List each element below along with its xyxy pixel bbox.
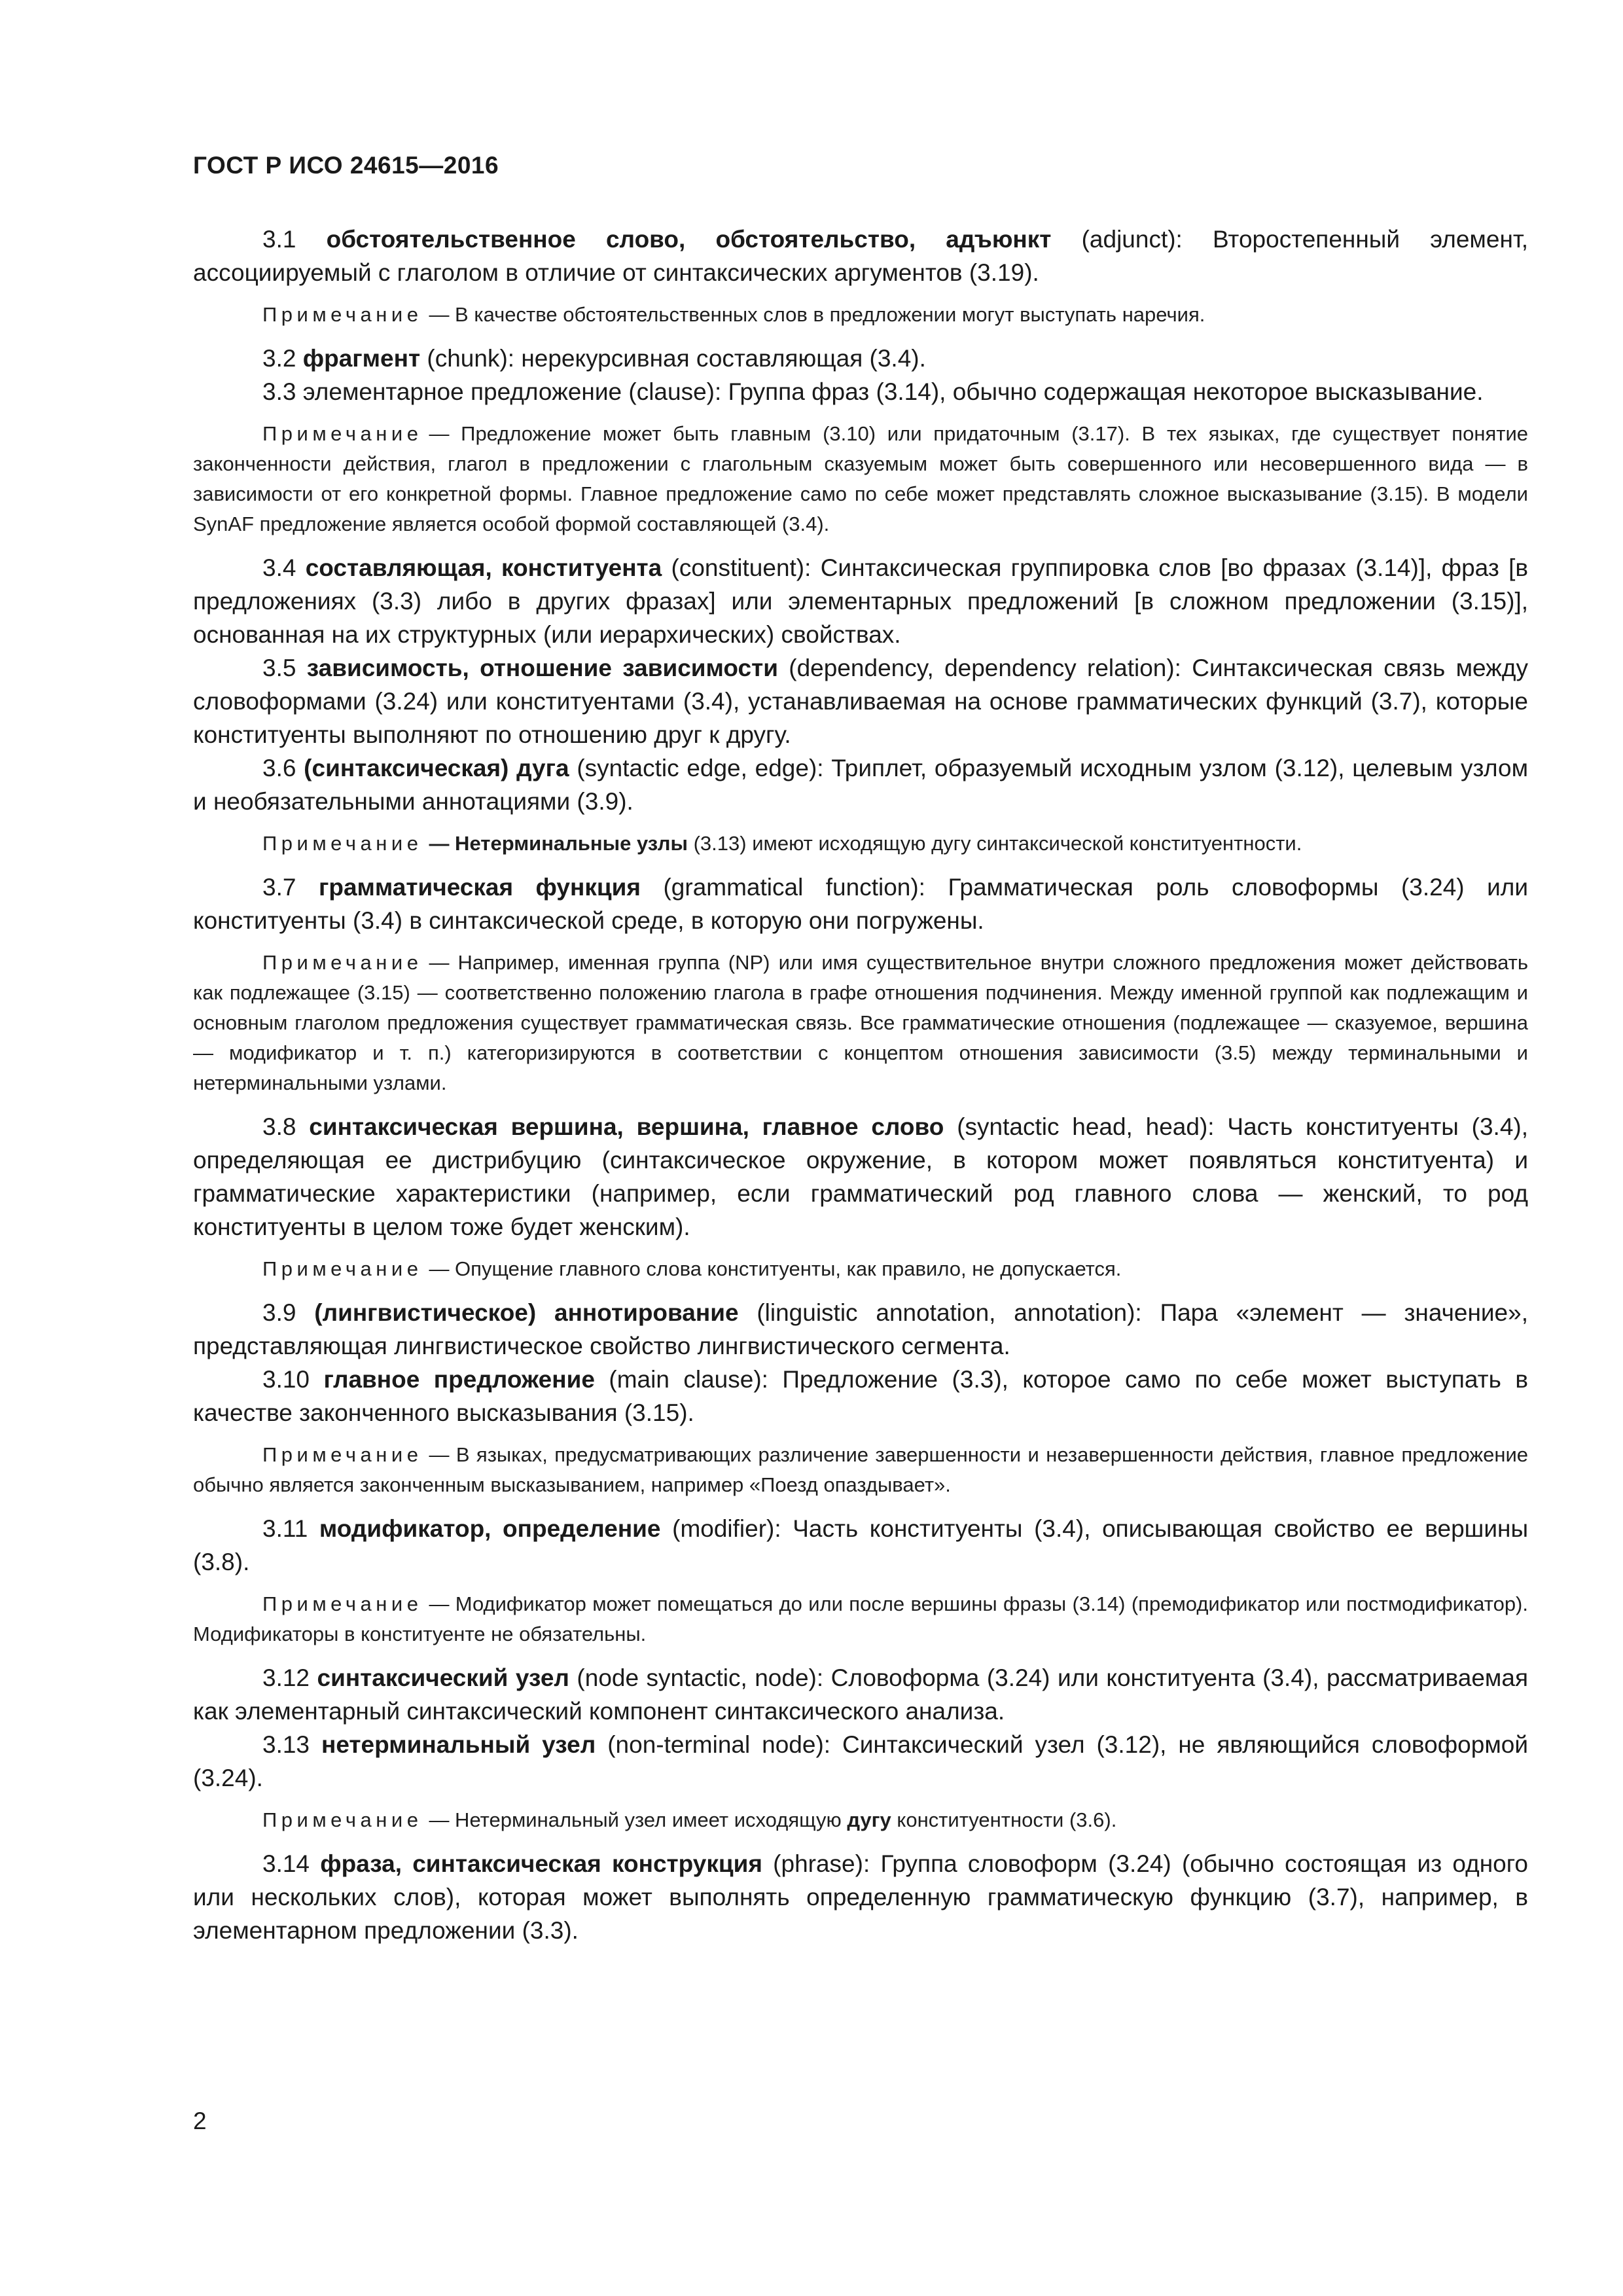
term-definition: (constituent): Синтаксическая группировка слов [во фразах (3.14)], фраз [в предложениях (3.3) либо в других фразах] или элементарных предложений [в сложном предложении (3.15)], основанная на их структурных (или иерархических) свойствах.: [193, 554, 1529, 648]
term-entry-3-12: [193, 1661, 1528, 1728]
term-title: фраза, синтаксическая конструкция: [320, 1850, 762, 1877]
note-bold-text: дугу: [847, 1808, 891, 1831]
page-number: 2: [193, 2108, 207, 2134]
note-label: Примечание: [262, 1592, 423, 1615]
note-text-tail: конституентности (3.6).: [897, 1808, 1117, 1831]
term-number: 3.14: [262, 1850, 310, 1877]
term-title: синтаксический узел: [317, 1664, 569, 1691]
term-definition: (non-terminal node): Синтаксический узел (3.12), не являющийся словоформой (3.24).: [193, 1731, 1529, 1791]
term-number: 3.2: [262, 345, 296, 372]
note-text: — Например, именная группа (NP) или имя существительное внутри сложного предложения может действовать как подлежащее (3.15) — соответственно положению глагола в графе отношения подчинения. Между именной группой как подлежащим и основным глаголом предложения существует грамматическая связь. Все грамматические отношения (подлежащее — сказуемое, вершина — модификатор и т. п.) категоризируются в соответствии с концептом отношения зависимости (3.5) между терминальными и нетерминальными узлами.: [193, 951, 1528, 1094]
note-3-3: [193, 419, 1528, 539]
term-title: фрагмент: [302, 345, 421, 372]
note-label: Примечание: [262, 832, 423, 855]
term-definition: (syntactic head, head): Часть конституенты (3.4), определяющая ее дистрибуцию (синтаксическое окружение, в котором может появляться конституента) и грамматические характеристики (например, если грамматический род главного слова — женский, то род конституенты в целом тоже будет женским).: [193, 1113, 1529, 1240]
note-label: Примечание: [262, 951, 423, 974]
term-number: 3.10: [262, 1366, 310, 1393]
note-bold-text: — Нетерминальные узлы: [429, 832, 688, 855]
document-body: [193, 223, 1528, 1947]
term-title: зависимость, отношение зависимости: [306, 655, 778, 681]
term-number: 3.3: [262, 378, 296, 405]
term-entry-3-10: [193, 1363, 1528, 1429]
term-title: обстоятельственное слово, обстоятельство, адъюнкт: [326, 226, 1052, 253]
term-entry-3-4: [193, 551, 1528, 651]
term-number: 3.4: [262, 554, 296, 581]
term-title: нетерминальный узел: [321, 1731, 596, 1758]
term-number: 3.7: [262, 874, 296, 901]
document-header: ГОСТ Р ИСО 24615—2016: [193, 152, 499, 179]
term-entry-3-13: [193, 1728, 1528, 1795]
term-entry-3-5: [193, 651, 1528, 751]
note-text: — В языках, предусматривающих различение завершенности и незавершенности действия, главное предложение обычно является законченным высказыванием, например «Поезд опаздывает».: [193, 1443, 1528, 1496]
note-3-7: [193, 948, 1528, 1098]
term-entry-3-11: [193, 1512, 1528, 1579]
note-3-6: [193, 829, 1528, 859]
term-definition: (main clause): Предложение (3.3), которое само по себе может выступать в качестве законченного высказывания (3.15).: [193, 1366, 1529, 1426]
term-title: (синтаксическая) дуга: [304, 755, 569, 781]
term-entry-3-1: [193, 223, 1528, 289]
term-number: 3.9: [262, 1299, 296, 1326]
term-entry-3-6: [193, 751, 1528, 818]
note-label: Примечание: [262, 1257, 423, 1280]
term-entry-3-9: [193, 1296, 1528, 1363]
term-title: грамматическая функция: [318, 874, 641, 901]
note-label: Примечание: [262, 1808, 423, 1831]
note-text: (3.13) имеют исходящую дугу синтаксической конституентности.: [693, 832, 1302, 855]
term-number: 3.6: [262, 755, 296, 781]
term-definition: (modifier): Часть конституенты (3.4), описывающая свойство ее вершины (3.8).: [193, 1515, 1529, 1575]
note-label: Примечание: [262, 1443, 423, 1466]
note-text: — В качестве обстоятельственных слов в предложении могут выступать наречия.: [429, 303, 1205, 326]
term-number: 3.13: [262, 1731, 310, 1758]
term-title: синтаксическая вершина, вершина, главное слово: [309, 1113, 944, 1140]
note-3-8: [193, 1254, 1528, 1284]
term-definition: (phrase): Группа словоформ (3.24) (обычно состоящая из одного или нескольких слов), которая может выполнять определенную грамматическую функцию (3.7), например, в элементарном предложении (3.3).: [193, 1850, 1528, 1944]
term-number: 3.5: [262, 655, 296, 681]
note-3-11: [193, 1589, 1528, 1649]
term-number: 3.12: [262, 1664, 310, 1691]
term-title: (лингвистическое) аннотирование: [314, 1299, 739, 1326]
note-3-13: [193, 1805, 1528, 1835]
note-text: — Модификатор может помещаться до или после вершины фразы (3.14) (премодификатор или постмодификатор). Модификаторы в конституенте не обязательны.: [193, 1592, 1528, 1645]
term-entry-3-3: [193, 375, 1528, 408]
term-entry-3-14: [193, 1847, 1528, 1947]
term-definition: (adjunct): Второстепенный элемент, ассоциируемый с глаголом в отличие от синтаксических аргументов (3.19).: [193, 226, 1529, 286]
term-definition: (dependency, dependency relation): Синтаксическая связь между словоформами (3.24) или конституентами (3.4), устанавливаемая на основе грамматических функций (3.7), которые конституенты выполняют по отношению друг к другу.: [193, 655, 1529, 748]
note-3-1: [193, 300, 1528, 330]
term-entry-3-8: [193, 1110, 1528, 1244]
term-number: 3.8: [262, 1113, 296, 1140]
term-title: составляющая, конституента: [305, 554, 662, 581]
term-title: модификатор, определение: [319, 1515, 661, 1542]
note-text: — Нетерминальный узел имеет исходящую: [429, 1808, 842, 1831]
term-entry-3-2: [193, 342, 1528, 375]
note-label: Примечание: [262, 303, 423, 326]
note-text: — Предложение может быть главным (3.10) или придаточным (3.17). В тех языках, где существует понятие законченности действия, глагол в предложении с глагольным сказуемым может быть совершенного или несовершенного вида — в зависимости от его конкретной формы. Главное предложение само по себе может представлять сложное высказывание (3.15). В модели SynAF предложение является особой формой составляющей (3.4).: [193, 422, 1528, 535]
note-3-10: [193, 1440, 1528, 1500]
note-label: Примечание: [262, 422, 423, 445]
term-entry-3-7: [193, 870, 1528, 937]
term-definition: (syntactic edge, edge): Триплет, образуемый исходным узлом (3.12), целевым узлом и необязательными аннотациями (3.9).: [193, 755, 1529, 815]
term-definition: (node syntactic, node): Словоформа (3.24) или конституента (3.4), рассматриваемая как элементарный синтаксический компонент синтаксического анализа.: [193, 1664, 1528, 1725]
term-number: 3.11: [262, 1515, 308, 1542]
term-definition: (linguistic annotation, annotation): Пара «элемент — значение», представляющая лингвистическое свойство лингвистического сегмента.: [193, 1299, 1528, 1359]
term-definition: элементарное предложение (clause): Группа фраз (3.14), обычно содержащая некоторое высказывание.: [302, 378, 1484, 405]
term-definition: (grammatical function): Грамматическая роль словоформы (3.24) или конституенты (3.4) в синтаксической среде, в которую они погружены.: [193, 874, 1529, 934]
term-number: 3.1: [262, 226, 296, 253]
note-text: — Опущение главного слова конституенты, как правило, не допускается.: [429, 1257, 1122, 1280]
term-title: главное предложение: [323, 1366, 595, 1393]
term-definition: (chunk): нерекурсивная составляющая (3.4).: [427, 345, 926, 372]
